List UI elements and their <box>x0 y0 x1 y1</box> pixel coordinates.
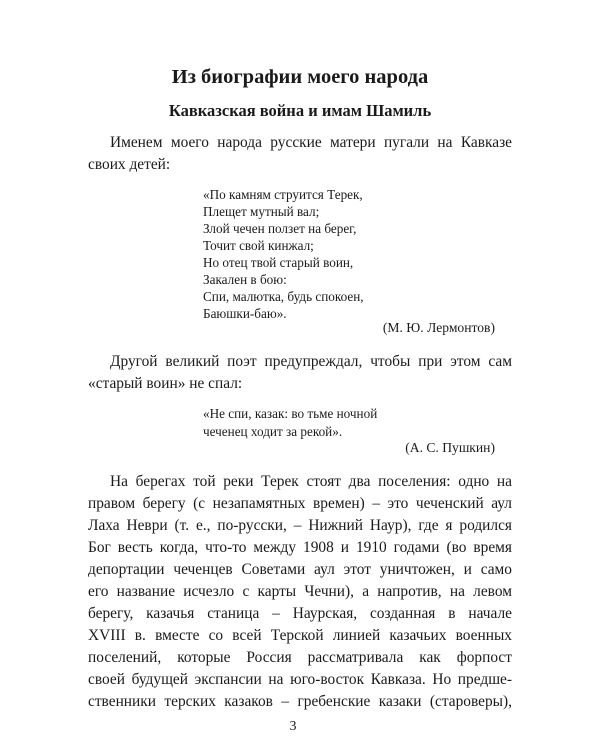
poem-line: «По камням струится Терек, <box>203 187 363 202</box>
poem-line: Точит свой кинжал; <box>203 238 314 253</box>
paragraph-line: правом берегу (с незапамятных времен) – это чеченский аул <box>88 495 512 512</box>
paragraph-line: ственники терских казаков – гребенские казаки (староверы), <box>88 693 512 710</box>
paragraph-line: На берегах той реки Терек стоят два поселения: одно на <box>110 473 512 490</box>
intro-paragraph <box>88 132 512 176</box>
poem-line: Плещет мутный вал; <box>203 204 320 219</box>
pushkin-paragraph <box>88 351 512 395</box>
page-title: Из биографии моего народа <box>171 66 429 88</box>
poem-attribution-lermontov: (М. Ю. Лермонтов) <box>382 320 495 335</box>
terek-paragraph <box>88 471 512 713</box>
paragraph-line: «старый воин» не спал: <box>88 375 243 392</box>
paragraph-line: берегу, казачья станица – Наурская, созданная в начале <box>88 605 512 622</box>
poem-line: Но отец твой старый воин, <box>203 255 354 270</box>
paragraph-line: поселений, которые Россия рассматривала как форпост <box>88 649 512 666</box>
paragraph-line: Именем моего народа русские матери пугали на Кавказе <box>110 134 512 151</box>
poem-line: Закален в бою: <box>203 272 287 287</box>
paragraph-line: Лаха Неври (т. е., по-русски, – Нижний Наур), где я родился <box>88 517 512 534</box>
poem-attribution-pushkin: (А. С. Пушкин) <box>405 440 495 455</box>
section-subtitle: Кавказская война и имам Шамиль <box>168 101 432 120</box>
paragraph-line: своей будущей экспансии на юго-восток Кавказа. Но предше- <box>88 671 512 688</box>
paragraph-line: депортации чеченцев Советами аул этот уничтожен, и само <box>88 561 512 578</box>
paragraph-line: его название исчезло с карты Чечни), а напротив, на левом <box>88 583 512 600</box>
paragraph-line: своих детей: <box>88 156 171 173</box>
paragraph-line: Бог весть когда, что-то между 1908 и 1910 годами (во время <box>88 539 512 556</box>
lermontov-poem <box>203 186 503 322</box>
paragraph-line: XVIII в. вместе со всей Терской линией казачьих военных <box>88 627 512 644</box>
pushkin-poem <box>203 405 503 441</box>
poem-line: Спи, малютка, будь спокоен, <box>203 289 364 304</box>
poem-line: Баюшки-баю». <box>203 306 287 321</box>
poem-line: «Не спи, казак: во тьме ночной <box>203 406 378 421</box>
page-number: 3 <box>289 719 297 734</box>
poem-line: Злой чечен ползет на берег, <box>203 221 357 236</box>
paragraph-line: Другой великий поэт предупреждал, чтобы при этом сам <box>110 353 512 370</box>
poem-line: чеченец ходит за рекой». <box>203 424 343 439</box>
